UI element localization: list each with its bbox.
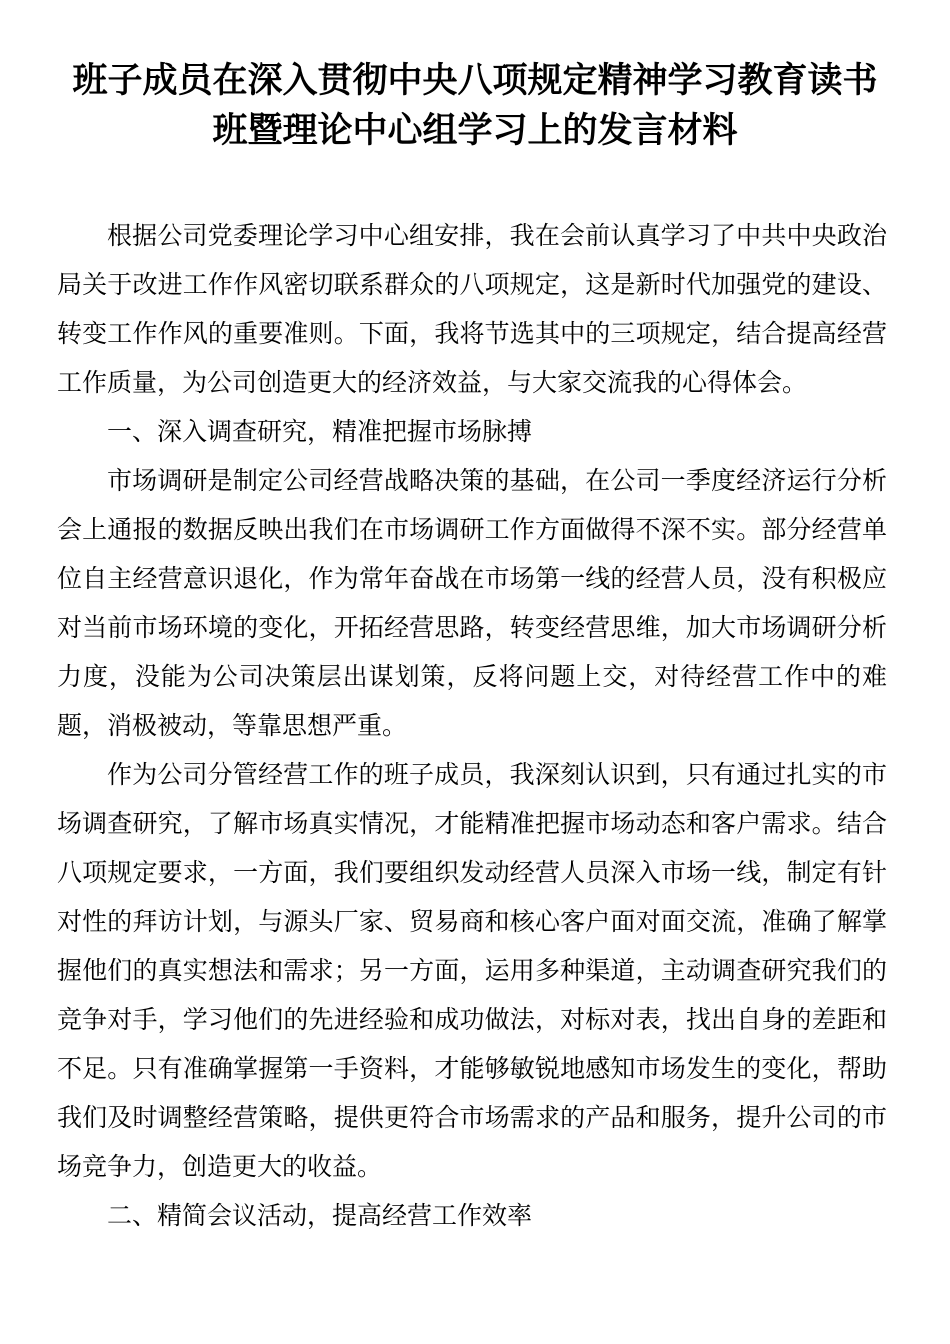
- paragraph: 根据公司党委理论学习中心组安排，我在会前认真学习了中共中央政治局关于改进工作作风密切联系群众的八项规定，这是新时代加强党的建设、转变工作作风的重要准则。下面，我将节选其中的三项规定，结合提高经营工作质量，为公司创造更大的经济效益，与大家交流我的心得体会。: [57, 222, 887, 397]
- document-title: 班子成员在深入贯彻中央八项规定精神学习教育读书班暨理论中心组学习上的发言材料: [72, 61, 878, 150]
- document-body: [57, 212, 887, 1241]
- paragraph: 作为公司分管经营工作的班子成员，我深刻认识到，只有通过扎实的市场调查研究，了解市场真实情况，才能精准把握市场动态和客户需求。结合八项规定要求，一方面，我们要组织发动经营人员深入市场一线，制定有针对性的拜访计划，与源头厂家、贸易商和核心客户面对面交流，准确了解掌握他们的真实想法和需求；另一方面，运用多种渠道，主动调查研究我们的竞争对手，学习他们的先进经验和成功做法，对标对表，找出自身的差距和不足。只有准确掌握第一手资料，才能够敏锐地感知市场发生的变化，帮助我们及时调整经营策略，提供更符合市场需求的产品和服务，提升公司的市场竞争力，创造更大的收益。: [57, 761, 887, 1181]
- section-heading: 一、深入调查研究，精准把握市场脉搏: [107, 418, 533, 446]
- section-heading: 二、精简会议活动，提高经营工作效率: [107, 1202, 533, 1230]
- paragraph: 市场调研是制定公司经营战略决策的基础，在公司一季度经济运行分析会上通报的数据反映出我们在市场调研工作方面做得不深不实。部分经营单位自主经营意识退化，作为常年奋战在市场第一线的经营人员，没有积极应对当前市场环境的变化，开拓经营思路，转变经营思维，加大市场调研分析力度，没能为公司决策层出谋划策，反将问题上交，对待经营工作中的难题，消极被动，等靠思想严重。: [57, 467, 887, 740]
